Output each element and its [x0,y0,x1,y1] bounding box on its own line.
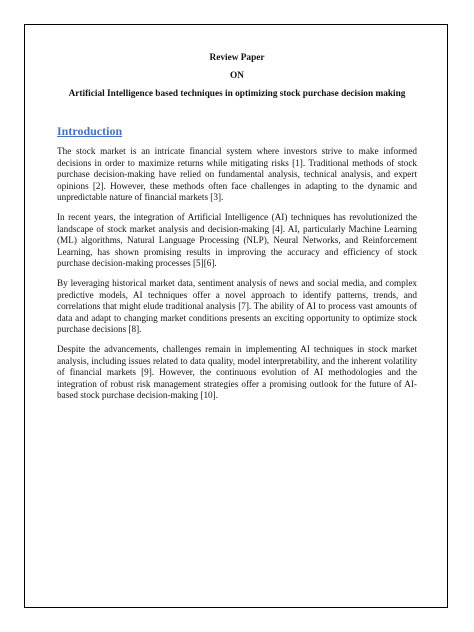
paragraph-2: In recent years, the integration of Artificial Intelligence (AI) techniques has revolutionized the landscape of stock market analysis and decision-making [4]. AI, particularly Machine Learning (ML) algorithms, Natural Language Processing (NLP), Neural Networks, and Reinforcement Learning, has shown promising results in improving the accuracy and efficiency of stock purchase decision-making processes [5][6]. [57,211,417,269]
paragraph-3: By leveraging historical market data, sentiment analysis of news and social media, and complex predictive models, AI techniques offer a novel approach to identify patterns, trends, and correlations that might elude traditional analysis [7]. The ability of AI to process vast amounts of data and adapt to changing market conditions presents an exciting opportunity to optimize stock purchase decisions [8]. [57,277,417,335]
paper-type-title: Review Paper [209,53,265,63]
paragraph-1: The stock market is an intricate financial system where investors strive to make informed decisions in order to maximize returns while mitigating risks [1]. Traditional methods of stock purchase decision-making have relied on fundamental analysis, technical analysis, and expert opinions [2]. However, these methods often face challenges in adapting to the dynamic and unpredictable nature of financial markets [3]. [57,146,417,203]
document-body [57,52,417,410]
paragraph-4: Despite the advancements, challenges remain in implementing AI techniques in stock market analysis, including issues related to data quality, model interpretability, and the inherent volatility of financial markets [9]. However, the continuous evolution of AI methodologies and the integration of robust risk management strategies offer a promising outlook for the future of AI-based stock purchase decision-making [10]. [57,343,417,401]
title-connector: ON [230,71,244,81]
paper-title: Artificial Intelligence based techniques in optimizing stock purchase decision making [68,89,406,99]
section-heading-introduction: Introduction [57,124,123,138]
